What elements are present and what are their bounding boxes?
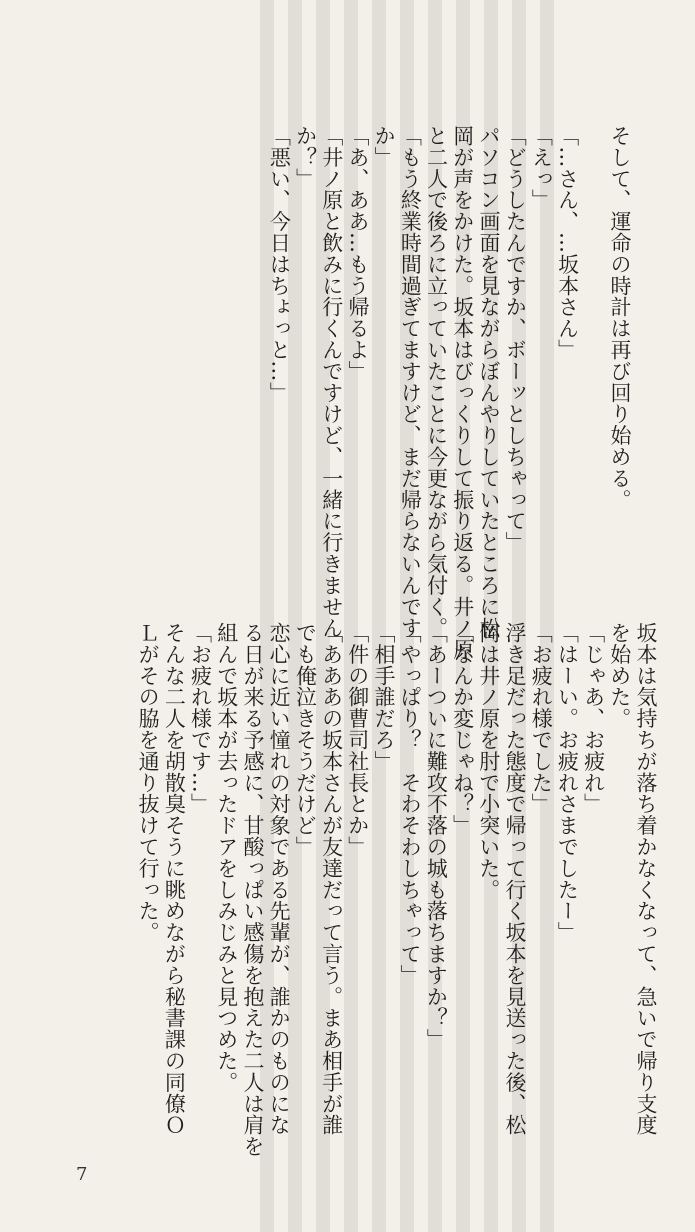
upper-text-block (266, 125, 633, 660)
text-line: 「あああの坂本さんが友達だって言う。まあ相手が誰 (319, 622, 344, 1136)
text-line: 「…さん、…坂本さん」 (555, 125, 580, 361)
text-line: Ｌがその脇を通り抜けて行った。 (136, 622, 161, 943)
text-line: を始めた。 (607, 622, 632, 729)
text-line: 「相手誰だろ」 (371, 622, 396, 772)
text-line: 「じゃあ、お疲れ」 (581, 622, 606, 815)
text-line: 浮き足だった態度で帰って行く坂本を見送った後、松 (502, 622, 527, 1136)
text-line (581, 125, 607, 625)
text-line: でも俺泣きそうだけど」 (293, 622, 318, 858)
text-line: か」 (372, 125, 397, 168)
page-number: 7 (76, 1164, 88, 1185)
text-line: 「あーついに難攻不落の城も落ちますか？」 (424, 622, 449, 1050)
text-line: 岡は井ノ原を肘で小突いた。 (476, 622, 501, 901)
text-line: る日が来る予感に、甘酸っぱい感傷を抱えた二人は肩を (240, 622, 265, 1157)
text-line: か？」 (293, 125, 318, 190)
text-line: 「あ、ああ…もう帰るよ」 (345, 125, 370, 382)
text-line: 組んで坂本が去ったドアをしみじみと見つめた。 (214, 622, 239, 1093)
text-line: 岡が声をかけた。坂本はびっくりして振り返る。井ノ原 (450, 125, 475, 660)
text-line: そんな二人を胡散臭そうに眺めながら秘書課の同僚Ｏ (162, 622, 187, 1136)
lower-text-block (135, 622, 659, 1182)
text-line: 「やっぱり？ そわそわしちゃって」 (398, 622, 423, 986)
text-line: そして、運命の時計は再び回り始める。 (608, 125, 632, 511)
text-line: 「件の御曹司社長とか」 (345, 622, 370, 858)
text-line: 「お疲れ様です…」 (188, 622, 213, 815)
text-line: 「悪い、今日はちょっと…」 (267, 125, 292, 404)
text-line: パソコン画面を見ながらぼんやりしていたところに松 (476, 125, 501, 639)
text-line: 「はーい。お疲れさまでしたー」 (555, 622, 580, 943)
text-line: と二人で後ろに立っていたことに今更ながら気付く。 (424, 125, 449, 639)
text-line: 恋心に近い憧れの対象である先輩が、誰かのものにな (267, 622, 292, 1136)
text-line: 「なんか変じゃね？」 (450, 622, 475, 836)
text-line: 「えっ」 (529, 125, 554, 211)
text-line: 「お疲れ様でした」 (529, 622, 554, 815)
text-line: 「もう終業時間過ぎてますけど、まだ帰らないんです (398, 125, 423, 639)
text-line: 「井ノ原と飲みに行くんですけど、一緒に行きません (319, 125, 344, 639)
text-line: 坂本は気持ちが落ち着かなくなって、急いで帰り支度 (634, 622, 658, 1136)
text-line: 「どうしたんですか、ボーッとしちゃって」 (503, 125, 528, 553)
